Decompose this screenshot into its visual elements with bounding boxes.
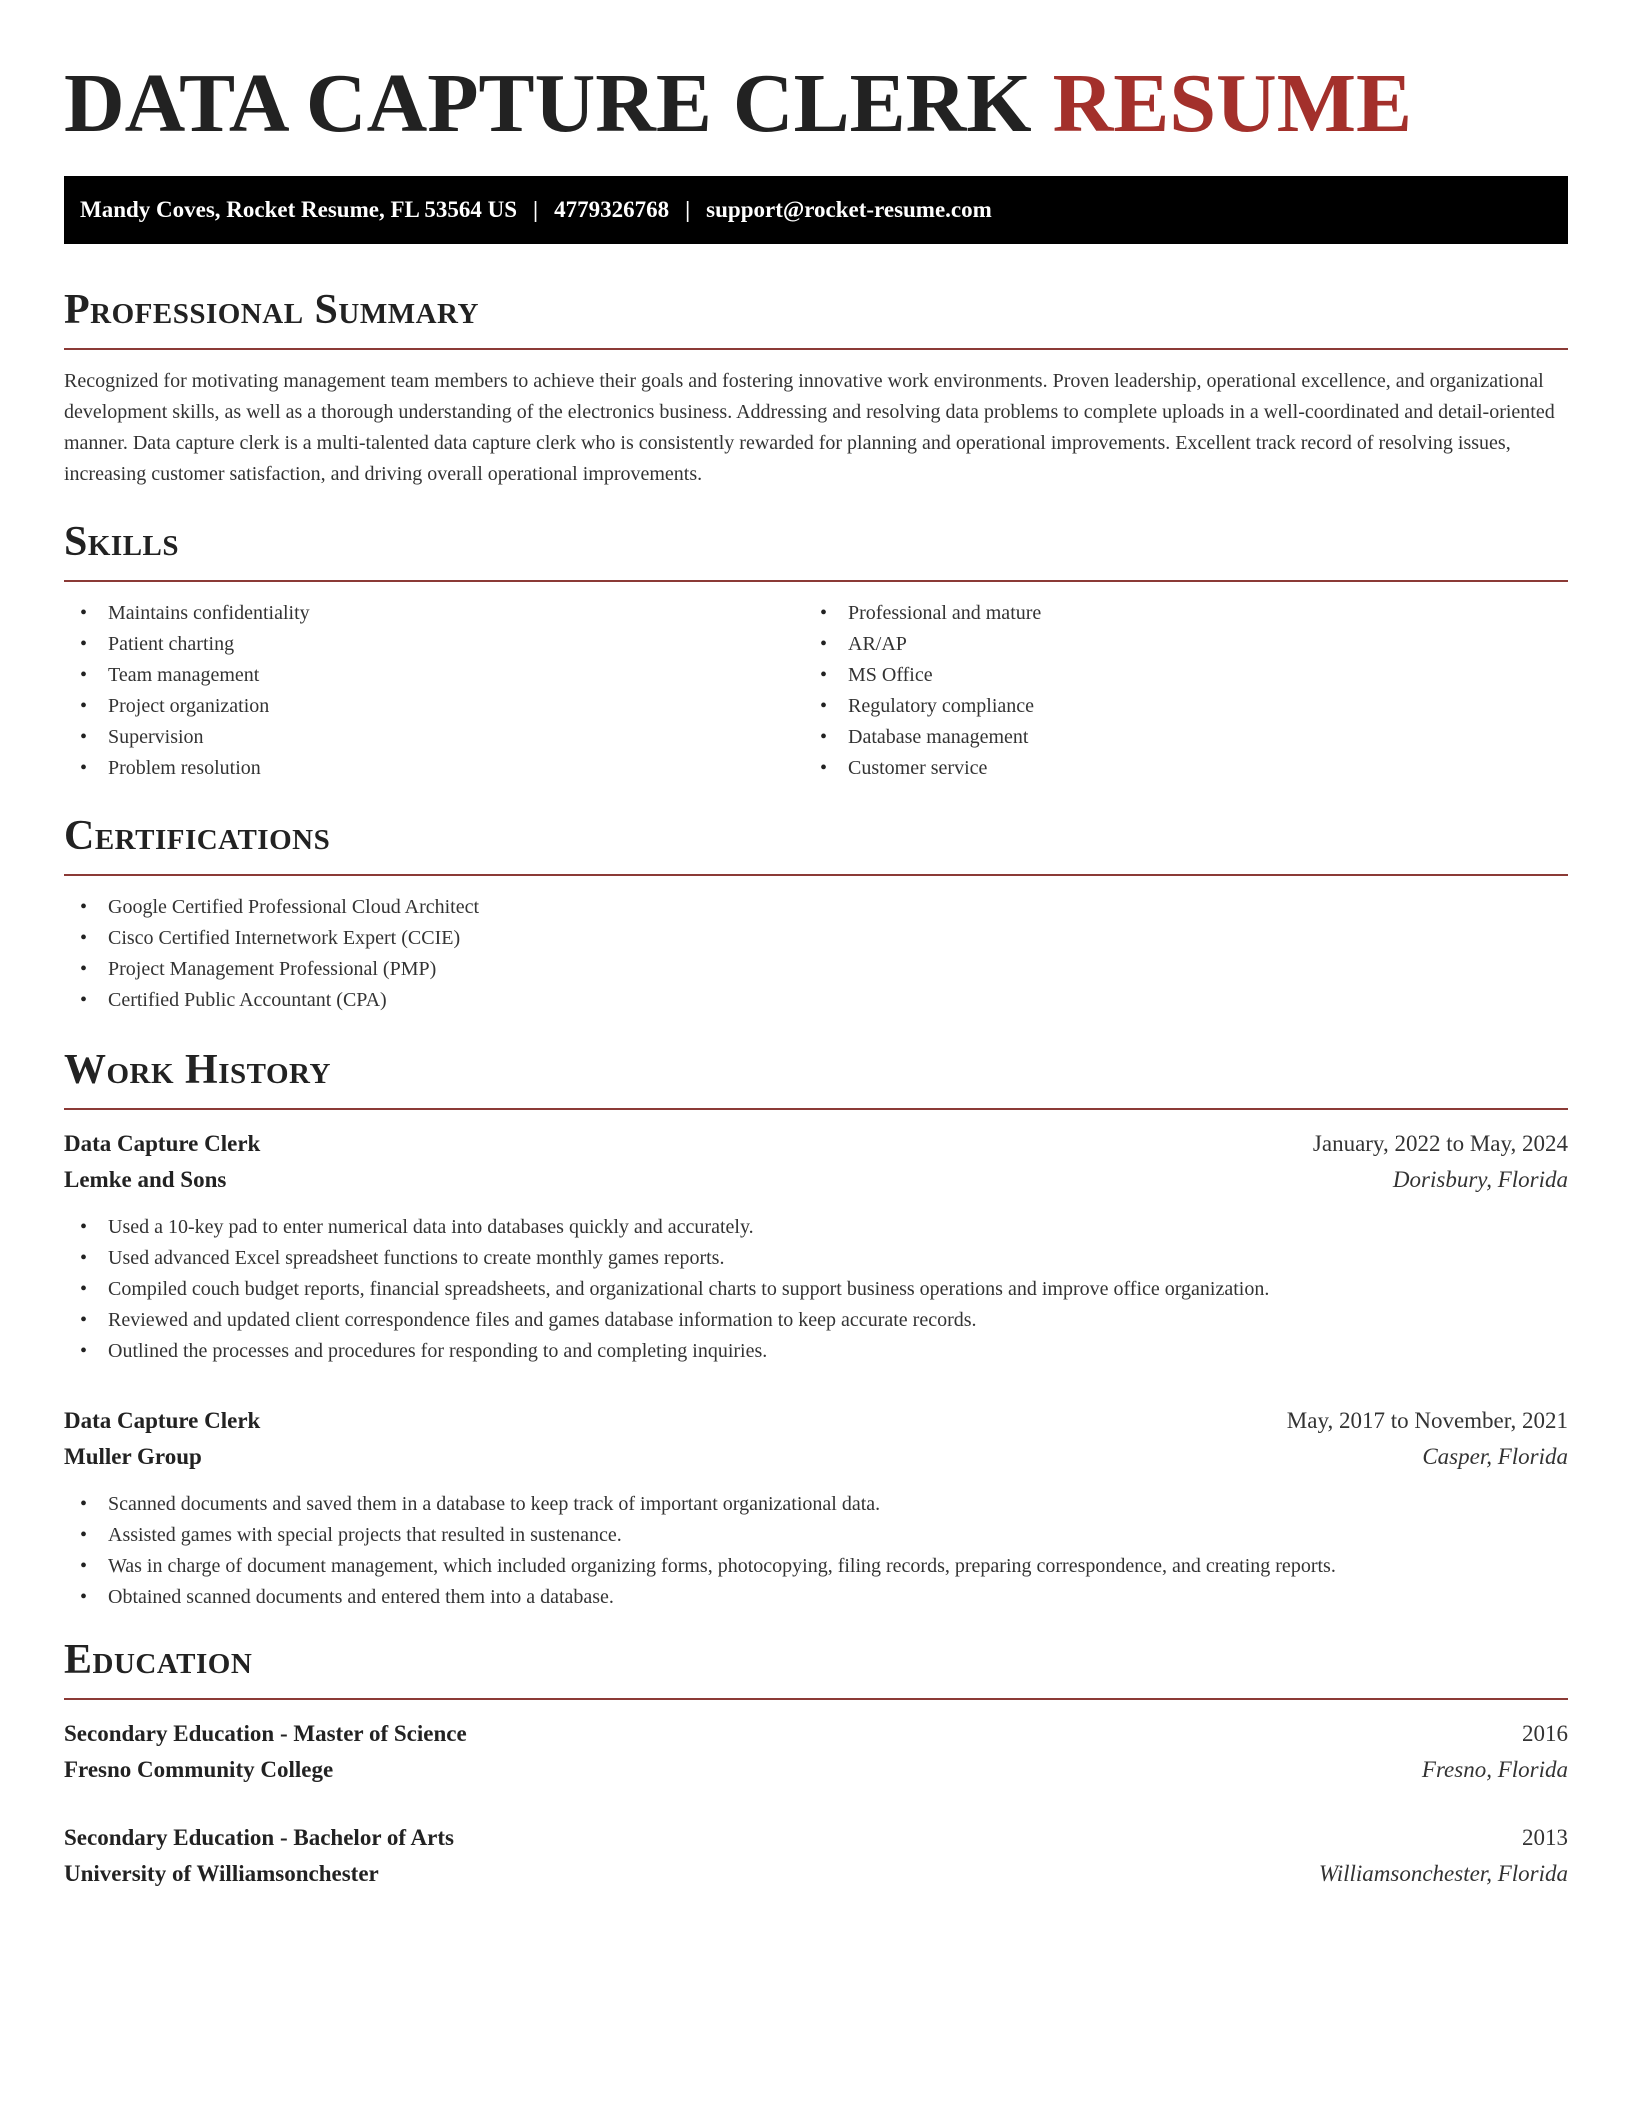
work-history-heading: Work History xyxy=(64,1047,331,1093)
skills-columns xyxy=(64,598,1568,784)
certification-item: • Cisco Certified Internetwork Expert (CCIE) xyxy=(64,923,1568,954)
education-heading: Education xyxy=(64,1637,253,1683)
skill-item: • Professional and mature xyxy=(804,598,1544,629)
contact-email: support@rocket-resume.com xyxy=(706,197,992,222)
job-header-row xyxy=(64,1126,1568,1162)
job-bullet: • Compiled couch budget reports, financial spreadsheets, and organizational charts to support business operations and improve office organization. xyxy=(64,1274,1568,1305)
job-title: Data Capture Clerk xyxy=(64,1131,261,1156)
job-bullet: • Scanned documents and saved them in a database to keep track of important organizational data. xyxy=(64,1489,1568,1520)
skills-heading: Skills xyxy=(64,519,180,565)
education-entry xyxy=(64,1820,1568,1892)
skill-item: • Database management xyxy=(804,722,1544,753)
summary-text: Recognized for motivating management team members to achieve their goals and fostering innovative work environments. Proven leadership, operational excellence, and organizational development skills, as well as a thorough understanding of the electronics business. Addressing and resolving data problems to complete uploads in a well-coordinated and detail-oriented manner. Data capture clerk is a multi-talented data capture clerk who is consistently rewarded for planning and operational improvements. Excellent track record of resolving issues, increasing customer satisfaction, and driving overall operational improvements. xyxy=(64,370,1555,485)
contact-separator: | xyxy=(533,197,539,222)
education-header-row xyxy=(64,1716,1568,1752)
certifications-list xyxy=(64,892,1568,1016)
job-company-row xyxy=(64,1162,1568,1198)
job-header-row xyxy=(64,1403,1568,1439)
section-divider xyxy=(64,348,1568,350)
education-school-row xyxy=(64,1752,1568,1788)
skill-item: • Team management xyxy=(64,660,804,691)
job-entry xyxy=(64,1126,1568,1367)
skills-list-left xyxy=(64,598,804,784)
skill-item: • AR/AP xyxy=(804,629,1544,660)
job-location: Dorisbury, Florida xyxy=(1392,1167,1568,1192)
education-degree: Secondary Education - Master of Science xyxy=(64,1721,467,1746)
education-header-row xyxy=(64,1820,1568,1856)
job-title: Data Capture Clerk xyxy=(64,1408,261,1433)
contact-bar xyxy=(64,176,1568,244)
work-history-section xyxy=(64,1040,1568,1613)
job-bullet: • Used a 10-key pad to enter numerical data into databases quickly and accurately. xyxy=(64,1212,1568,1243)
job-location: Casper, Florida xyxy=(1422,1444,1568,1469)
job-bullet: • Reviewed and updated client correspondence files and games database information to keep accurate records. xyxy=(64,1305,1568,1336)
job-dates: January, 2022 to May, 2024 xyxy=(1312,1131,1568,1156)
section-divider xyxy=(64,1698,1568,1700)
section-divider xyxy=(64,874,1568,876)
job-dates: May, 2017 to November, 2021 xyxy=(1286,1408,1568,1433)
job-bullet: • Used advanced Excel spreadsheet functions to create monthly games reports. xyxy=(64,1243,1568,1274)
education-school: University of Williamsonchester xyxy=(64,1861,379,1886)
title-main: DATA CAPTURE CLERK xyxy=(64,57,1032,150)
contact-phone: 4779326768 xyxy=(554,197,670,222)
education-year: 2016 xyxy=(1522,1721,1568,1746)
education-section xyxy=(64,1630,1568,1892)
job-company: Muller Group xyxy=(64,1444,202,1469)
section-divider xyxy=(64,580,1568,582)
job-bullet: • Obtained scanned documents and entered them into a database. xyxy=(64,1582,1568,1613)
certifications-section xyxy=(64,806,1568,1016)
job-bullet: • Was in charge of document management, which included organizing forms, photocopying, filing records, preparing correspondence, and creating reports. xyxy=(64,1551,1568,1582)
certifications-heading: Certifications xyxy=(64,813,331,859)
job-company-row xyxy=(64,1439,1568,1475)
education-school: Fresno Community College xyxy=(64,1757,334,1782)
contact-separator: | xyxy=(685,197,691,222)
skill-item: • Regulatory compliance xyxy=(804,691,1544,722)
certification-item: • Certified Public Accountant (CPA) xyxy=(64,985,1568,1016)
job-bullet: • Outlined the processes and procedures for responding to and completing inquiries. xyxy=(64,1336,1568,1367)
job-company: Lemke and Sons xyxy=(64,1167,227,1192)
section-divider xyxy=(64,1108,1568,1110)
contact-address: Mandy Coves, Rocket Resume, FL 53564 US xyxy=(80,197,517,222)
summary-heading: Professional Summary xyxy=(64,287,479,333)
skill-item: • MS Office xyxy=(804,660,1544,691)
certification-item: • Project Management Professional (PMP) xyxy=(64,954,1568,985)
education-entry xyxy=(64,1716,1568,1788)
summary-section xyxy=(64,280,1568,490)
skill-item: • Supervision xyxy=(64,722,804,753)
education-year: 2013 xyxy=(1522,1825,1568,1850)
job-bullets xyxy=(64,1489,1568,1613)
job-bullet: • Assisted games with special projects that resulted in sustenance. xyxy=(64,1520,1568,1551)
education-school-row xyxy=(64,1856,1568,1892)
education-degree: Secondary Education - Bachelor of Arts xyxy=(64,1825,454,1850)
title-accent: RESUME xyxy=(1052,57,1413,150)
skill-item: • Problem resolution xyxy=(64,753,804,784)
skills-section xyxy=(64,512,1568,784)
job-entry xyxy=(64,1403,1568,1613)
education-location: Williamsonchester, Florida xyxy=(1318,1861,1568,1886)
skill-item: • Maintains confidentiality xyxy=(64,598,804,629)
skill-item: • Customer service xyxy=(804,753,1544,784)
skill-item: • Patient charting xyxy=(64,629,804,660)
skill-item: • Project organization xyxy=(64,691,804,722)
resume-title xyxy=(64,58,1412,150)
job-bullets xyxy=(64,1212,1568,1367)
education-location: Fresno, Florida xyxy=(1421,1757,1568,1782)
skills-list-right xyxy=(804,598,1544,784)
certification-item: • Google Certified Professional Cloud Architect xyxy=(64,892,1568,923)
